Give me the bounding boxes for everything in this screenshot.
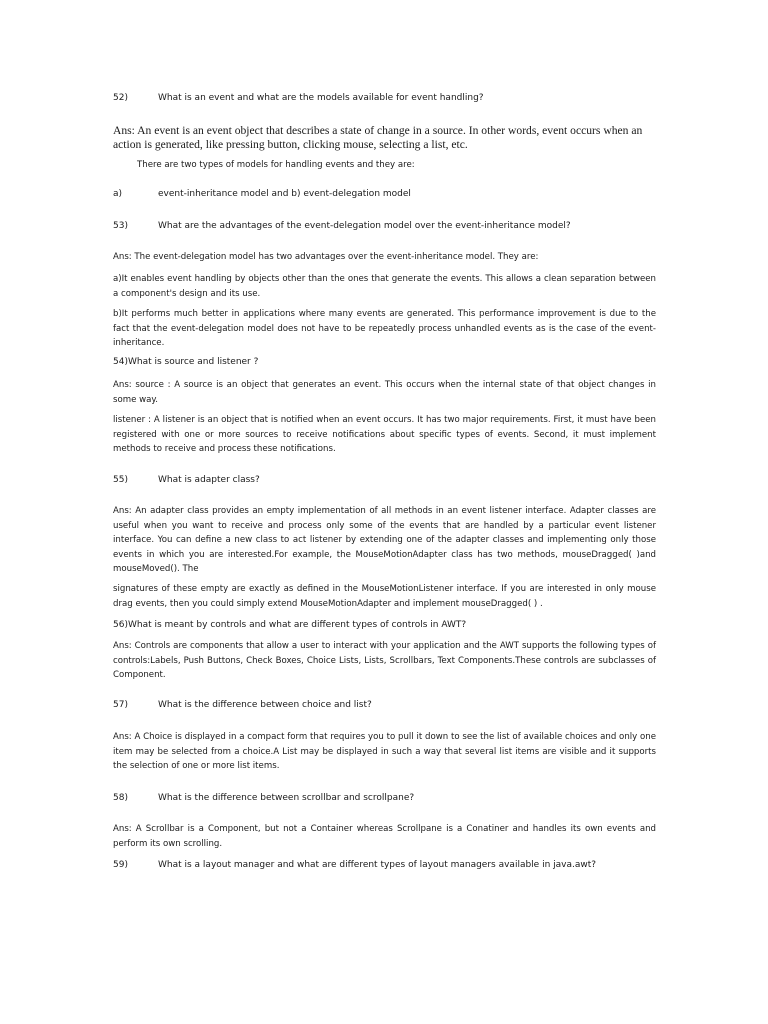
question-text: What is the difference between choice and list? — [158, 700, 372, 710]
question-52 — [113, 92, 656, 105]
answer-52-paragraph: Ans: An event is an event object that describes a state of change in a source. In other words, event occurs when an action is generated, like pressing button, clicking mouse, selecting a list, etc. — [113, 124, 643, 151]
answer-55-continued: signatures of these empty are exactly as defined in the MouseMotionListener interface. If you are interested in only mouse drag events, then you could simply extend MouseMotionAdapter and implement mouseDragged( ) . — [113, 584, 656, 609]
answer-53-point-b: b)It performs much better in applications where many events are generated. This performance improvement is due to the fact that the event-delegation model does not have to be repeatedly process unhandled events as is the case of the event-inheritance. — [113, 309, 656, 348]
answer-53-point-a: a)It enables event handling by objects other than the ones that generate the events. This allows a clean separation between a component's design and its use. — [113, 274, 656, 299]
question-number: 58) — [113, 793, 128, 803]
answer-57-paragraph: Ans: A Choice is displayed in a compact form that requires you to pull it down to see the list of available choices and only one item may be selected from a choice.A List may be displayed in such a way that several list items are visible and it supports the selection of one or more list items. — [113, 732, 656, 771]
question-56: 56)What is meant by controls and what are different types of controls in AWT? — [113, 620, 467, 630]
question-54: 54)What is source and listener ? — [113, 357, 259, 367]
answer-54-listener: listener : A listener is an object that is notified when an event occurs. It has two major requirements. First, it must have been registered with one or more sources to receive notifications about specific types of events. Second, it must implement methods to receive and process these notifications. — [113, 415, 656, 454]
question-number: 55) — [113, 475, 128, 485]
answer-52-intro: There are two types of models for handling events and they are: — [137, 160, 415, 170]
list-label: a) — [113, 189, 123, 199]
question-text: What are the advantages of the event-delegation model over the event-inheritance model? — [158, 221, 571, 231]
question-number: 59) — [113, 860, 128, 870]
answer-55-paragraph: Ans: An adapter class provides an empty implementation of all methods in an event listener interface. Adapter classes are useful when you want to receive and process only some of the events that are handled by a particular event listener interface. You can define a new class to act listener by extending one of the adapter classes and implementing only those events in which you are interested.For example, the MouseMotionAdapter class has two methods, mouseDragged( )and mouseMoved(). The — [113, 506, 656, 574]
question-number: 52) — [113, 93, 128, 103]
question-58 — [113, 792, 656, 805]
answer-56-paragraph: Ans: Controls are components that allow a user to interact with your application and the AWT supports the following types of controls:Labels, Push Buttons, Check Boxes, Choice Lists, Lists, Scrollbars, Text Components.These controls are subclasses of Component. — [113, 641, 656, 680]
question-59 — [113, 859, 656, 872]
question-text: What is the difference between scrollbar and scrollpane? — [158, 793, 415, 803]
question-57 — [113, 699, 656, 712]
question-text: What is a layout manager and what are different types of layout managers available in java.awt? — [158, 860, 597, 870]
answer-53-intro: Ans: The event-delegation model has two advantages over the event-inheritance model. They are: — [113, 252, 539, 262]
question-number: 53) — [113, 221, 128, 231]
list-text: event-inheritance model and b) event-delegation model — [158, 189, 411, 199]
answer-52-list-item — [113, 188, 656, 201]
answer-58-paragraph: Ans: A Scrollbar is a Component, but not a Container whereas Scrollpane is a Conatiner and handles its own events and perform its own scrolling. — [113, 824, 656, 849]
question-number: 57) — [113, 700, 128, 710]
answer-54-source: Ans: source : A source is an object that generates an event. This occurs when the internal state of that object changes in some way. — [113, 380, 656, 405]
question-text: What is an event and what are the models available for event handling? — [158, 93, 484, 103]
question-53 — [113, 220, 656, 233]
question-55 — [113, 474, 656, 487]
question-text: What is adapter class? — [158, 475, 260, 485]
